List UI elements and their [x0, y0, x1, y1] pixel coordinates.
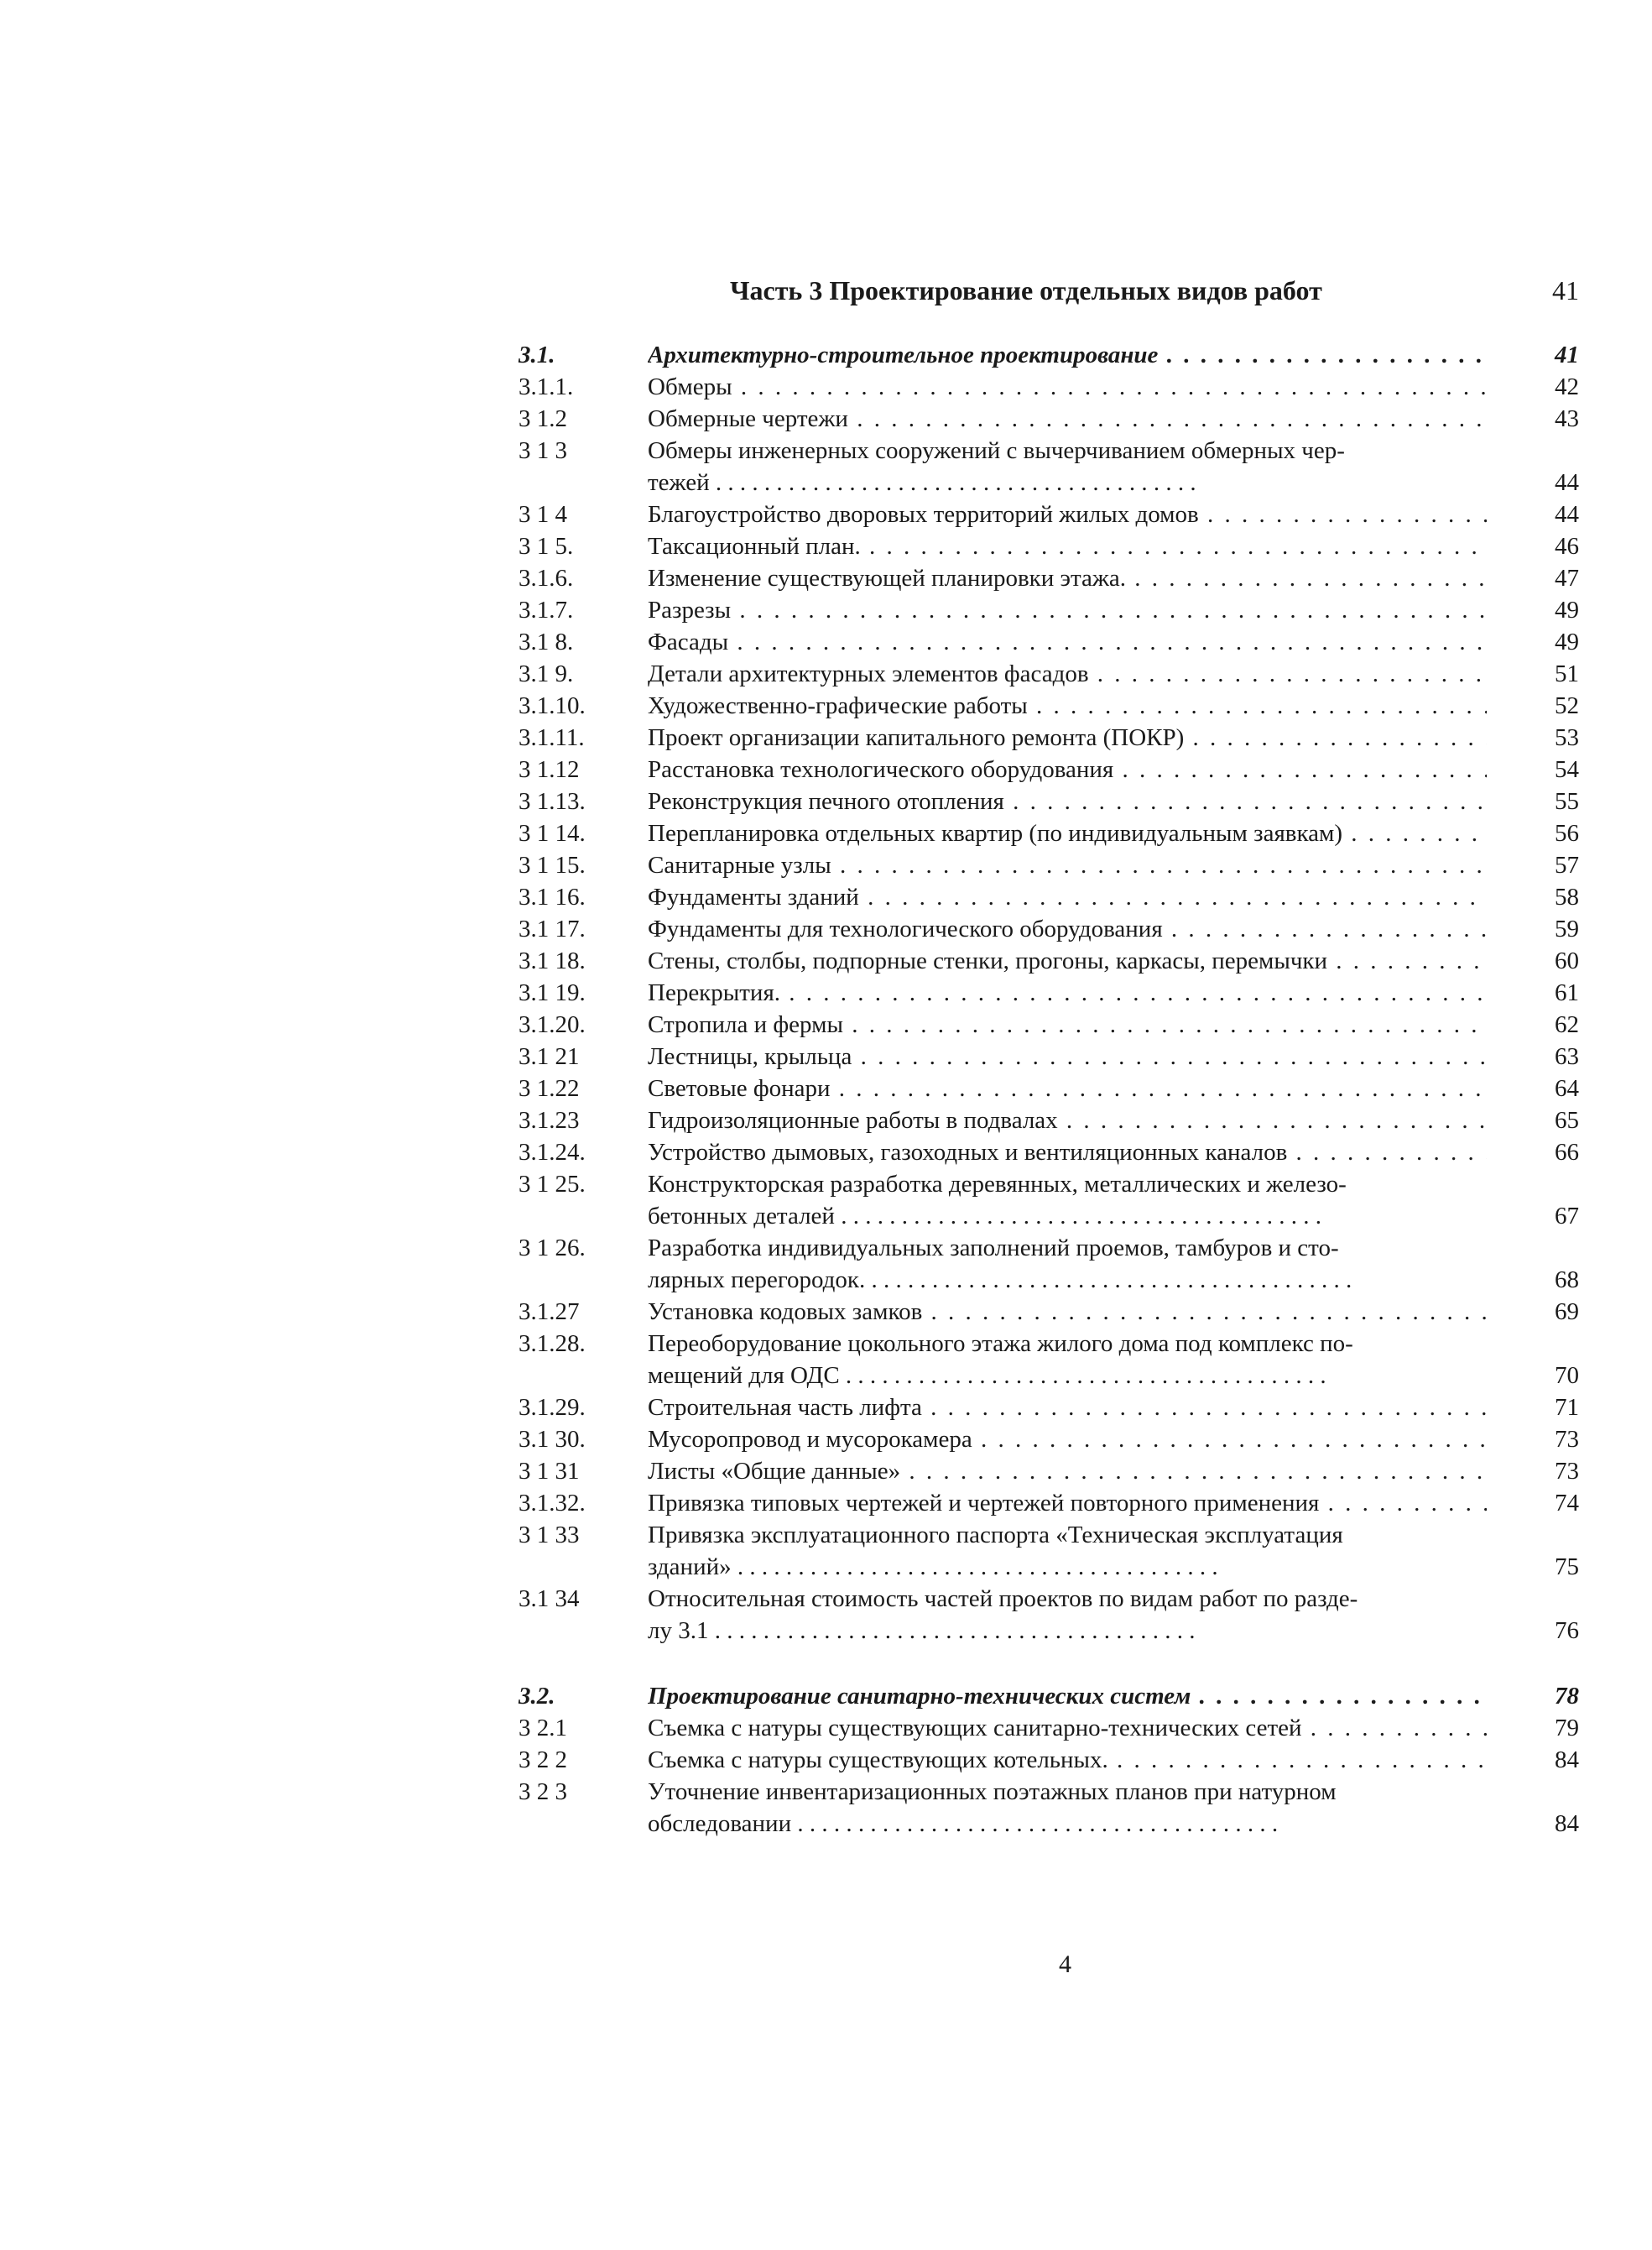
toc-entry-number: 3.1.6. [519, 565, 574, 592]
toc-entry-title: Строительная часть лифта . . . [648, 1391, 1487, 1423]
toc-entry-title: Перекрытия. . . . [648, 977, 1487, 1009]
toc-entry-page: 42 [1555, 373, 1579, 400]
toc-entry-row [0, 403, 1652, 435]
toc-entry-page: 65 [1555, 1107, 1579, 1134]
toc-entry-number: 3.1.27 [519, 1298, 580, 1325]
toc-entry-title: Проект организации капитального ремонта (ПОКР) . . . [648, 722, 1487, 754]
toc-entry-row [0, 1328, 1652, 1389]
toc-entry-row [0, 1487, 1652, 1519]
toc-entry-page: 44 [1555, 469, 1579, 496]
toc-entry-title: Изменение существующей планировки этажа. . . . [648, 562, 1487, 594]
toc-entry-number: 3 1 4 [519, 501, 567, 528]
toc-entry-row [0, 435, 1652, 496]
toc-entry-number: 3.1.23 [519, 1107, 580, 1134]
toc-entry-title: Художественно-графические работы . . . [648, 690, 1487, 722]
toc-entry-number: 3.1.24. [519, 1139, 586, 1166]
toc-entry-title-continuation: тежей . . . . . . . . . . . . . . . . . . . . . . . . . . . . . . . . . . . . . . . . [648, 469, 1196, 496]
toc-entry-title: Установка кодовых замков . . . [648, 1296, 1487, 1328]
toc-entry-number: 3 1.22 [519, 1075, 580, 1102]
toc-entry-page: 49 [1555, 597, 1579, 624]
toc-entry-number: 3.1.7. [519, 597, 574, 624]
toc-entry-number: 3.1.20. [519, 1011, 586, 1038]
toc-entry-row [0, 626, 1652, 658]
toc-entry-title: Таксационный план. . . . [648, 530, 1487, 562]
toc-entry-number: 3 2 2 [519, 1746, 567, 1773]
toc-entry-number: 3.1.1. [519, 373, 574, 400]
toc-entry-page: 70 [1555, 1362, 1579, 1389]
toc-entry-title: Детали архитектурных элементов фасадов . . . [648, 658, 1487, 690]
toc-entry-title: Привязка эксплуатационного паспорта «Техническая эксплуатация [648, 1522, 1343, 1548]
toc-entry-number: 3 1.13. [519, 788, 586, 815]
toc-entry-number: 3.1.10. [519, 692, 586, 719]
toc-entry-row [0, 722, 1652, 754]
toc-entry-title: Съемка с натуры существующих санитарно-технических сетей . . . [648, 1712, 1487, 1744]
toc-entry-page: 47 [1555, 565, 1579, 592]
toc-entry-number: 3.2. [519, 1683, 555, 1710]
toc-entry-row [0, 562, 1652, 594]
toc-entry-number: 3 1 3 [519, 437, 567, 464]
toc-entry-row [0, 913, 1652, 945]
toc-entry-row [0, 499, 1652, 530]
toc-entry-row [0, 530, 1652, 562]
toc-entry-page: 62 [1555, 1011, 1579, 1038]
toc-entry-number: 3.1 18. [519, 948, 586, 974]
toc-entry-row [0, 1744, 1652, 1776]
toc-entry-row [0, 1423, 1652, 1455]
toc-entry-page: 84 [1555, 1810, 1579, 1837]
toc-entry-row [0, 849, 1652, 881]
toc-entry-title: Уточнение инвентаризационных поэтажных планов при натурном [648, 1778, 1337, 1805]
toc-entry-row [0, 977, 1652, 1009]
toc-entry-page: 59 [1555, 916, 1579, 942]
toc-entry-row [0, 881, 1652, 913]
toc-entry-title: Расстановка технологического оборудования . . . [648, 754, 1487, 786]
toc-entry-title-continuation: обследовании . . . . . . . . . . . . . . . . . . . . . . . . . . . . . . . . . . . . . . . . [648, 1810, 1279, 1837]
toc-entry-number: 3.1 34 [519, 1585, 580, 1612]
toc-entry-number: 3.1.11. [519, 724, 585, 751]
toc-entry-page: 46 [1555, 533, 1579, 560]
toc-entry-row [0, 658, 1652, 690]
toc-entry-page: 60 [1555, 948, 1579, 974]
toc-entry-title-continuation: лярных перегородок. . . . . . . . . . . . . . . . . . . . . . . . . . . . . . . . . . . . . . . . . [648, 1266, 1352, 1293]
toc-entry-page: 56 [1555, 820, 1579, 847]
toc-entry-page: 61 [1555, 979, 1579, 1006]
toc-entry-page: 54 [1555, 756, 1579, 783]
toc-entry-page: 69 [1555, 1298, 1579, 1325]
toc-entry-number: 3 2 3 [519, 1778, 567, 1805]
toc-entry-number: 3.1 30. [519, 1426, 586, 1453]
toc-entry-number: 3 1.12 [519, 756, 580, 783]
toc-entry-page: 41 [1555, 342, 1579, 368]
toc-entry-row [0, 754, 1652, 786]
toc-entry-page: 64 [1555, 1075, 1579, 1102]
toc-entry-number: 3.1 17. [519, 916, 586, 942]
toc-entry-title: Фасады . . . [648, 626, 1487, 658]
toc-entry-number: 3.1.28. [519, 1330, 586, 1357]
toc-entry-page: 52 [1555, 692, 1579, 719]
toc-entry-number: 3 1 5. [519, 533, 574, 560]
toc-entry-title: Санитарные узлы . . . [648, 849, 1487, 881]
toc-entry-title: Привязка типовых чертежей и чертежей повторного применения . . . [648, 1487, 1487, 1519]
toc-entry-row [0, 945, 1652, 977]
toc-entry-title: Устройство дымовых, газоходных и вентиляционных каналов . . . [648, 1136, 1487, 1168]
toc-entry-page: 44 [1555, 501, 1579, 528]
page-number: 4 [1059, 1950, 1071, 1978]
toc-entry-row [0, 1232, 1652, 1293]
toc-entry-number: 3.1 19. [519, 979, 586, 1006]
toc-entry-title: Архитектурно-строительное проектирование . . . [648, 339, 1487, 371]
toc-entry-number: 3 1 25. [519, 1171, 586, 1198]
toc-entry-page: 84 [1555, 1746, 1579, 1773]
toc-entry-title-continuation: бетонных деталей . . . . . . . . . . . . . . . . . . . . . . . . . . . . . . . . . . . . . . . . [648, 1203, 1321, 1229]
toc-entry-page: 58 [1555, 884, 1579, 911]
toc-entry-row [0, 1296, 1652, 1328]
toc-entry-page: 43 [1555, 405, 1579, 432]
toc-entry-number: 3 1.2 [519, 405, 567, 432]
toc-entry-row [0, 1455, 1652, 1487]
toc-entry-row [0, 1136, 1652, 1168]
toc-entry-number: 3.1 8. [519, 629, 574, 655]
toc-entry-page: 55 [1555, 788, 1579, 815]
toc-entry-row [0, 786, 1652, 817]
toc-entry-page: 51 [1555, 660, 1579, 687]
toc-entry-row [0, 1391, 1652, 1423]
toc-entry-row [0, 1104, 1652, 1136]
toc-entry-number: 3.1 16. [519, 884, 586, 911]
toc-entry-page: 68 [1555, 1266, 1579, 1293]
toc-entry-number: 3.1 9. [519, 660, 574, 687]
toc-entry-title: Лестницы, крыльца . . . [648, 1041, 1487, 1073]
toc-entry-title-continuation: мещений для ОДС . . . . . . . . . . . . . . . . . . . . . . . . . . . . . . . . . . . . . . . . [648, 1362, 1326, 1389]
toc-entry-row [0, 1776, 1652, 1837]
toc-entry-title: Листы «Общие данные» . . . [648, 1455, 1487, 1487]
toc-entry-title: Обмеры инженерных сооружений с вычерчиванием обмерных чер- [648, 437, 1345, 464]
toc-entry-number: 3.1.32. [519, 1490, 586, 1517]
toc-entry-row [0, 1583, 1652, 1644]
toc-entry-title: Разрезы . . . [648, 594, 1487, 626]
toc-entry-title: Фундаменты зданий . . . [648, 881, 1487, 913]
toc-entry-page: 63 [1555, 1043, 1579, 1070]
toc-entry-number: 3 1 15. [519, 852, 586, 879]
toc-entry-number: 3.1 21 [519, 1043, 580, 1070]
toc-entry-title: Съемка с натуры существующих котельных. . . . [648, 1744, 1487, 1776]
toc-entry-page: 74 [1555, 1490, 1579, 1517]
toc-entry-row [0, 1168, 1652, 1229]
toc-entry-title: Фундаменты для технологического оборудования . . . [648, 913, 1487, 945]
toc-entry-number: 3 1 14. [519, 820, 586, 847]
toc-section-row [0, 339, 1652, 371]
toc-entry-title: Проектирование санитарно-технических систем . . . [648, 1680, 1487, 1712]
toc-entry-number: 3.1.29. [519, 1394, 586, 1421]
toc-entry-page: 66 [1555, 1139, 1579, 1166]
toc-entry-row [0, 1073, 1652, 1104]
toc-entry-title: Обмерные чертежи . . . [648, 403, 1487, 435]
toc-entry-number: 3 1 26. [519, 1235, 586, 1261]
toc-entry-title: Стены, столбы, подпорные стенки, прогоны, каркасы, перемычки . . . [648, 945, 1487, 977]
toc-entry-page: 78 [1555, 1683, 1579, 1710]
toc-entry-page: 75 [1555, 1553, 1579, 1580]
toc-entry-page: 57 [1555, 852, 1579, 879]
toc-entry-row [0, 1041, 1652, 1073]
toc-entry-title: Стропила и фермы . . . [648, 1009, 1487, 1041]
toc-entry-title: Относительная стоимость частей проектов по видам работ по разде- [648, 1585, 1358, 1612]
toc-entry-title: Мусоропровод и мусорокамера . . . [648, 1423, 1487, 1455]
toc-entry-row [0, 1519, 1652, 1580]
toc-entry-page: 79 [1555, 1715, 1579, 1741]
toc-entry-page: 73 [1555, 1426, 1579, 1453]
toc-entry-title: Световые фонари . . . [648, 1073, 1487, 1104]
toc-entry-title: Разработка индивидуальных заполнений проемов, тамбуров и сто- [648, 1235, 1339, 1261]
toc-entry-title: Переоборудование цокольного этажа жилого дома под комплекс по- [648, 1330, 1353, 1357]
toc-entry-row [0, 1712, 1652, 1744]
part-title: Часть 3 Проектирование отдельных видов работ [730, 275, 1322, 305]
toc-entry-page: 49 [1555, 629, 1579, 655]
toc-entry-title-continuation: зданий» . . . . . . . . . . . . . . . . . . . . . . . . . . . . . . . . . . . . . . . . [648, 1553, 1218, 1580]
toc-entry-title: Перепланировка отдельных квартир (по индивидуальным заявкам) . . . [648, 817, 1487, 849]
toc-entry-number: 3 2.1 [519, 1715, 567, 1741]
toc-entry-page: 71 [1555, 1394, 1579, 1421]
toc-entry-title-continuation: лу 3.1 . . . . . . . . . . . . . . . . . . . . . . . . . . . . . . . . . . . . . . . . [648, 1617, 1196, 1644]
toc-entry-row [0, 1009, 1652, 1041]
toc-entry-page: 76 [1555, 1617, 1579, 1644]
toc-entry-row [0, 690, 1652, 722]
toc-entry-page: 53 [1555, 724, 1579, 751]
toc-entry-number: 3 1 31 [519, 1458, 580, 1485]
toc-entry-title: Обмеры . . . [648, 371, 1487, 403]
toc-entry-page: 67 [1555, 1203, 1579, 1229]
toc-entry-title: Благоустройство дворовых территорий жилых домов . . . [648, 499, 1487, 530]
toc-entry-number: 3.1. [519, 342, 555, 368]
toc-entry-row [0, 594, 1652, 626]
toc-entry-row [0, 371, 1652, 403]
toc-entry-page: 73 [1555, 1458, 1579, 1485]
toc-entry-title: Реконструкция печного отопления . . . [648, 786, 1487, 817]
part-page-number: 41 [1552, 275, 1579, 305]
toc-entry-row [0, 817, 1652, 849]
toc-entry-number: 3 1 33 [519, 1522, 580, 1548]
toc-entry-title: Конструкторская разработка деревянных, металлических и железо- [648, 1171, 1347, 1198]
toc-section-row [0, 1680, 1652, 1712]
toc-entry-title: Гидроизоляционные работы в подвалах . . . [648, 1104, 1487, 1136]
